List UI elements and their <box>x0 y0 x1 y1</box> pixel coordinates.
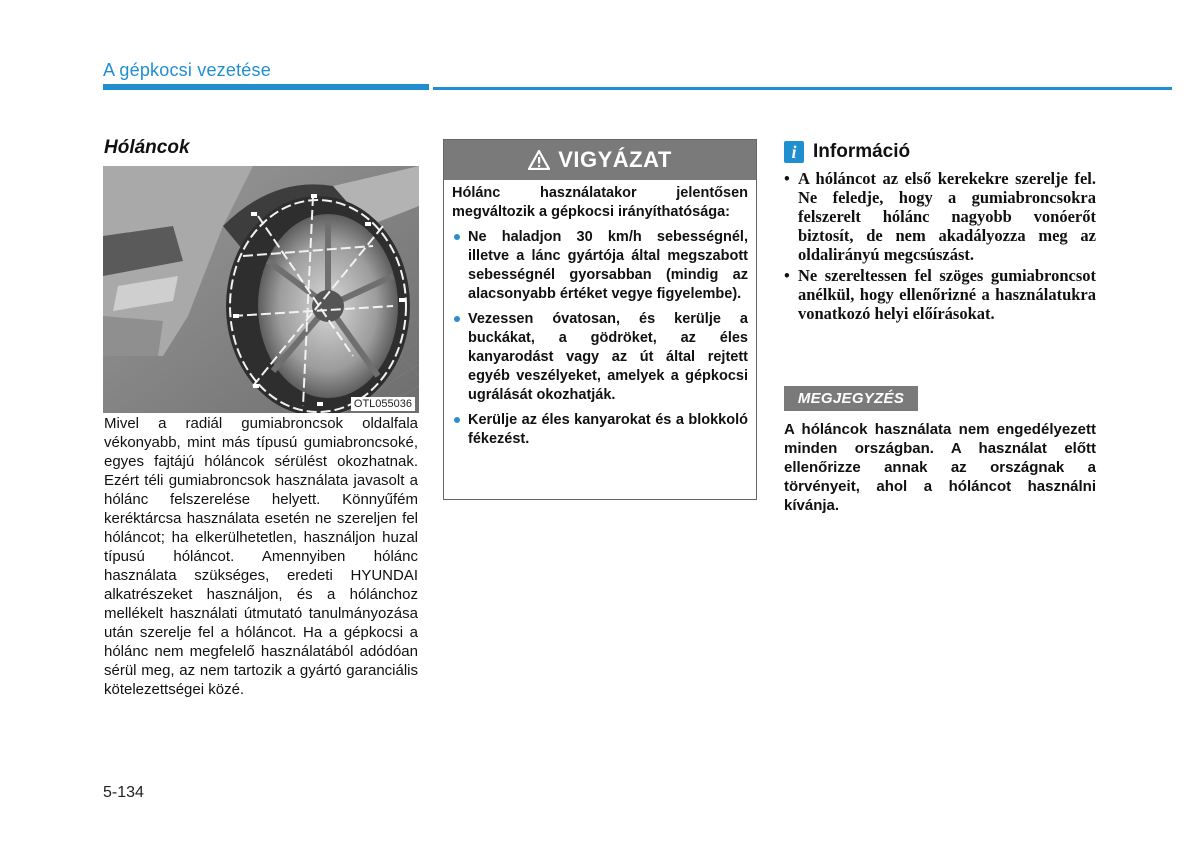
info-title: Információ <box>813 141 911 162</box>
warning-box <box>443 139 757 500</box>
page-number: 5-134 <box>103 784 144 801</box>
warning-title: VIGYÁZAT <box>558 147 672 172</box>
list-item <box>452 228 748 304</box>
info-icon: i <box>784 141 804 163</box>
figure-code-label: OTL055036 <box>351 397 415 411</box>
note-label: MEGJEGYZÉS <box>784 386 918 411</box>
bullet-dot-icon <box>454 234 460 240</box>
warning-content <box>444 180 756 449</box>
list-item <box>784 266 1096 323</box>
note-text: A hóláncok használata nem engedélyezett minden országban. A használat előtt ellenőrizze annak az országnak a törvényeit, ahol a hóláncot használni kívánja. <box>784 421 1096 514</box>
header-rule-thick <box>103 84 429 90</box>
list-item <box>452 310 748 405</box>
info-item-text: Ne szereltessen fel szöges gumiabroncsot anélkül, hogy ellenőrizné a használatukra vonatkozó helyi előírásokat. <box>798 266 1096 323</box>
bullet-dot-icon <box>454 316 460 322</box>
warning-list <box>452 228 748 449</box>
body-paragraph: Mivel a radiál gumiabroncsok oldalfala vékonyabb, mint más típusú gumiabroncsoké, egyes fajtájú hóláncok sérülést okozhatnak. Ezért téli gumiabroncsok használata javasolt a hólánc felszerelése helyett. Könnyűfém keréktárcsa használata esetén ne szereljen fel hóláncot; ha elkerülhetetlen, használjon huzal típusú hóláncot. Amennyiben hólánc használata szükséges, eredeti HYUNDAI alkatrészeket használjon, és a hólánchoz mellékelt használati útmutató tanulmányozása után szerelje fel a hóláncot. Ha a gépkocsi a hólánc nem megfelelő használatából adódóan sérül meg, az nem tartozik a gyártó garanciális kötelezettségei közé. <box>104 415 418 698</box>
bullet-icon: • <box>784 266 790 285</box>
info-list <box>784 169 1096 325</box>
warning-header <box>444 140 756 180</box>
list-item <box>452 411 748 449</box>
section-title: Hóláncok <box>104 137 190 158</box>
warning-triangle-icon <box>528 150 550 170</box>
info-item-text: A hóláncot az első kerekekre szerelje fel. Ne feledje, hogy a gumiabroncsokra felszerelt hólánc nagyobb vonóerőt biztosít, de nem akadályozza meg az oldalirányú megcsúszást. <box>798 169 1096 264</box>
header-rule-thin <box>433 87 1172 90</box>
warning-item-text: Kerülje az éles kanyarokat és a blokkoló fékezést. <box>468 412 748 447</box>
list-item <box>784 169 1096 264</box>
page-header-title: A gépkocsi vezetése <box>103 60 271 80</box>
tire-with-chain-image <box>103 166 419 413</box>
info-heading <box>784 140 910 164</box>
warning-item-text: Vezessen óvatosan, és kerülje a buckákat, a gödröket, az éles kanyarodást vagy az út által rejtett egyéb veszélyeket, amelyek a gépkocsi ugrálását okozhatják. <box>468 311 748 403</box>
warning-item-text: Ne haladjon 30 km/h sebességnél, illetve a lánc gyártója által megszabott sebességnél gyorsabban (mindig az alacsonyabb értéket vegye figyelembe). <box>468 229 748 302</box>
bullet-icon: • <box>784 169 790 188</box>
bullet-dot-icon <box>454 417 460 423</box>
snow-chain-illustration <box>103 166 419 413</box>
warning-intro: Hólánc használatakor jelentősen megváltozik a gépkocsi irányíthatósága: <box>452 185 748 220</box>
